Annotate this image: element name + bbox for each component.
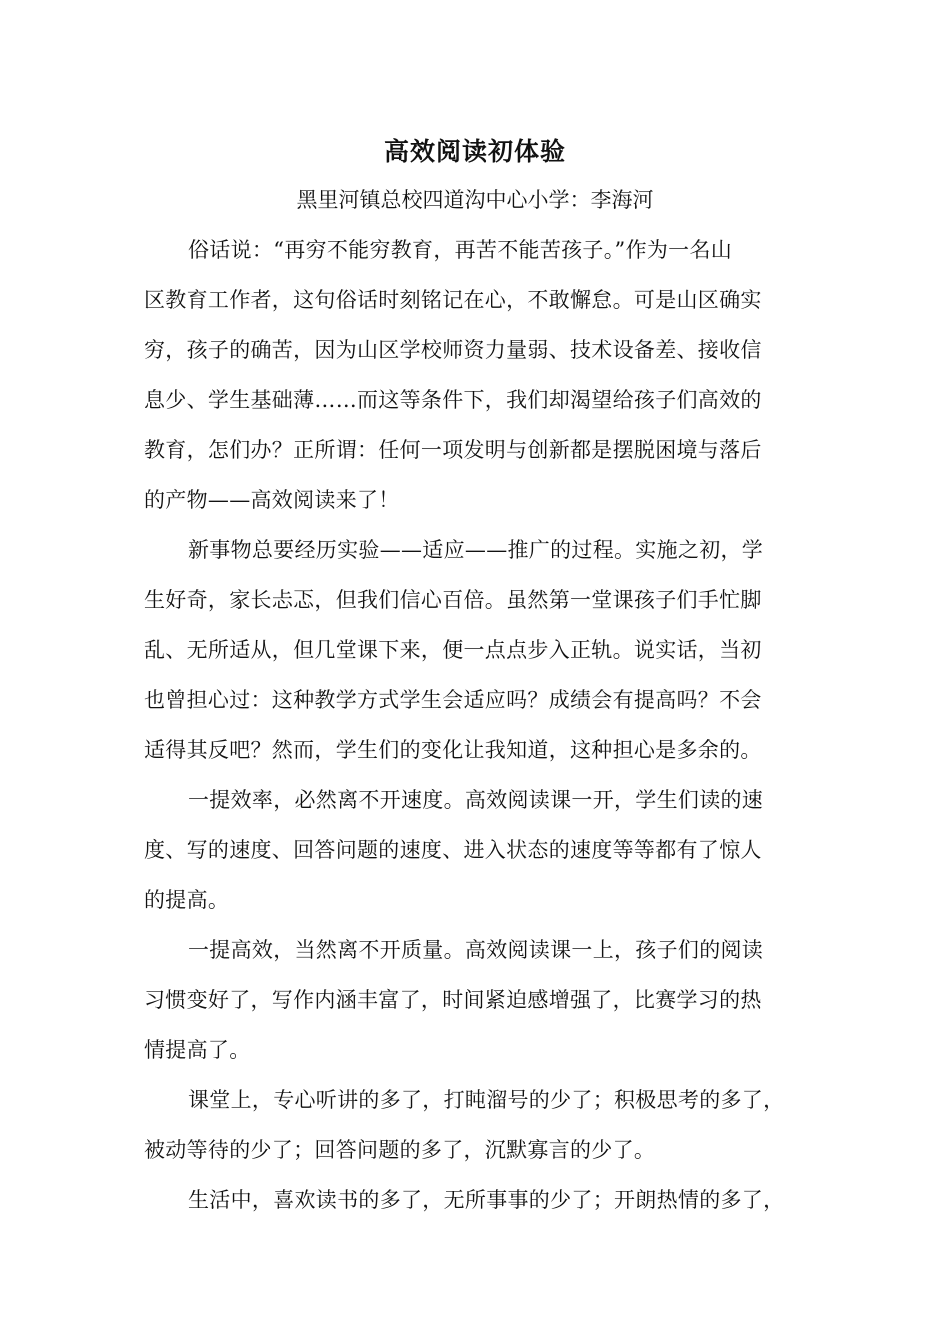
paragraph-1-line-2: 区教育工作者，这句俗话时刻铭记在心，不敢懈怠。可是山区确实	[144, 288, 762, 312]
paragraph-2-line-2: 生好奇，家长忐忑，但我们信心百倍。虽然第一堂课孩子们手忙脚	[144, 588, 762, 612]
paragraph-4-line-2: 习惯变好了，写作内涵丰富了，时间紧迫感增强了，比赛学习的热	[144, 988, 762, 1012]
paragraph-2-line-3: 乱、无所适从，但几堂课下来，便一点点步入正轨。说实话，当初	[144, 638, 762, 662]
paragraph-5-line-2: 被动等待的少了；回答问题的多了，沉默寡言的少了。	[144, 1138, 656, 1162]
paragraph-4-line-3: 情提高了。	[144, 1038, 251, 1062]
paragraph-1-line-5: 教育，怎们办？正所谓：任何一项发明与创新都是摆脱困境与落后	[144, 438, 762, 462]
paragraph-4-line-1: 一提高效，当然离不开质量。高效阅读课一上，孩子们的阅读	[188, 938, 764, 962]
document-body	[144, 229, 826, 1229]
paragraph-2-line-5: 适得其反吧？然而，学生们的变化让我知道，这种担心是多余的。	[144, 738, 762, 762]
paragraph-3-line-3: 的提高。	[144, 888, 230, 912]
paragraph-1-line-1: 俗话说：“再穷不能穷教育，再苦不能苦孩子。”作为一名山	[188, 238, 733, 262]
document-author: 黑里河镇总校四道沟中心小学：李海河	[296, 188, 654, 212]
paragraph-2-line-1: 新事物总要经历实验——适应——推广的过程。实施之初，学	[188, 538, 764, 562]
paragraph-1-line-4: 息少、学生基础薄……而这等条件下，我们却渴望给孩子们高效的	[144, 388, 762, 412]
paragraph-5-line-1: 课堂上，专心听讲的多了，打盹溜号的少了；积极思考的多了，	[188, 1088, 785, 1112]
paragraph-1-line-6: 的产物——高效阅读来了！	[144, 488, 400, 512]
paragraph-2-line-4: 也曾担心过：这种教学方式学生会适应吗？成绩会有提高吗？不会	[144, 688, 762, 712]
paragraph-6-line-1: 生活中，喜欢读书的多了，无所事事的少了；开朗热情的多了，	[188, 1188, 785, 1212]
paragraph-1-line-3: 穷，孩子的确苦，因为山区学校师资力量弱、技术设备差、接收信	[144, 338, 762, 362]
paragraph-3-line-1: 一提效率，必然离不开速度。高效阅读课一开，学生们读的速	[188, 788, 764, 812]
paragraph-3-line-2: 度、写的速度、回答问题的速度、进入状态的速度等等都有了惊人	[144, 838, 762, 862]
document-title: 高效阅读初体验	[383, 137, 566, 166]
